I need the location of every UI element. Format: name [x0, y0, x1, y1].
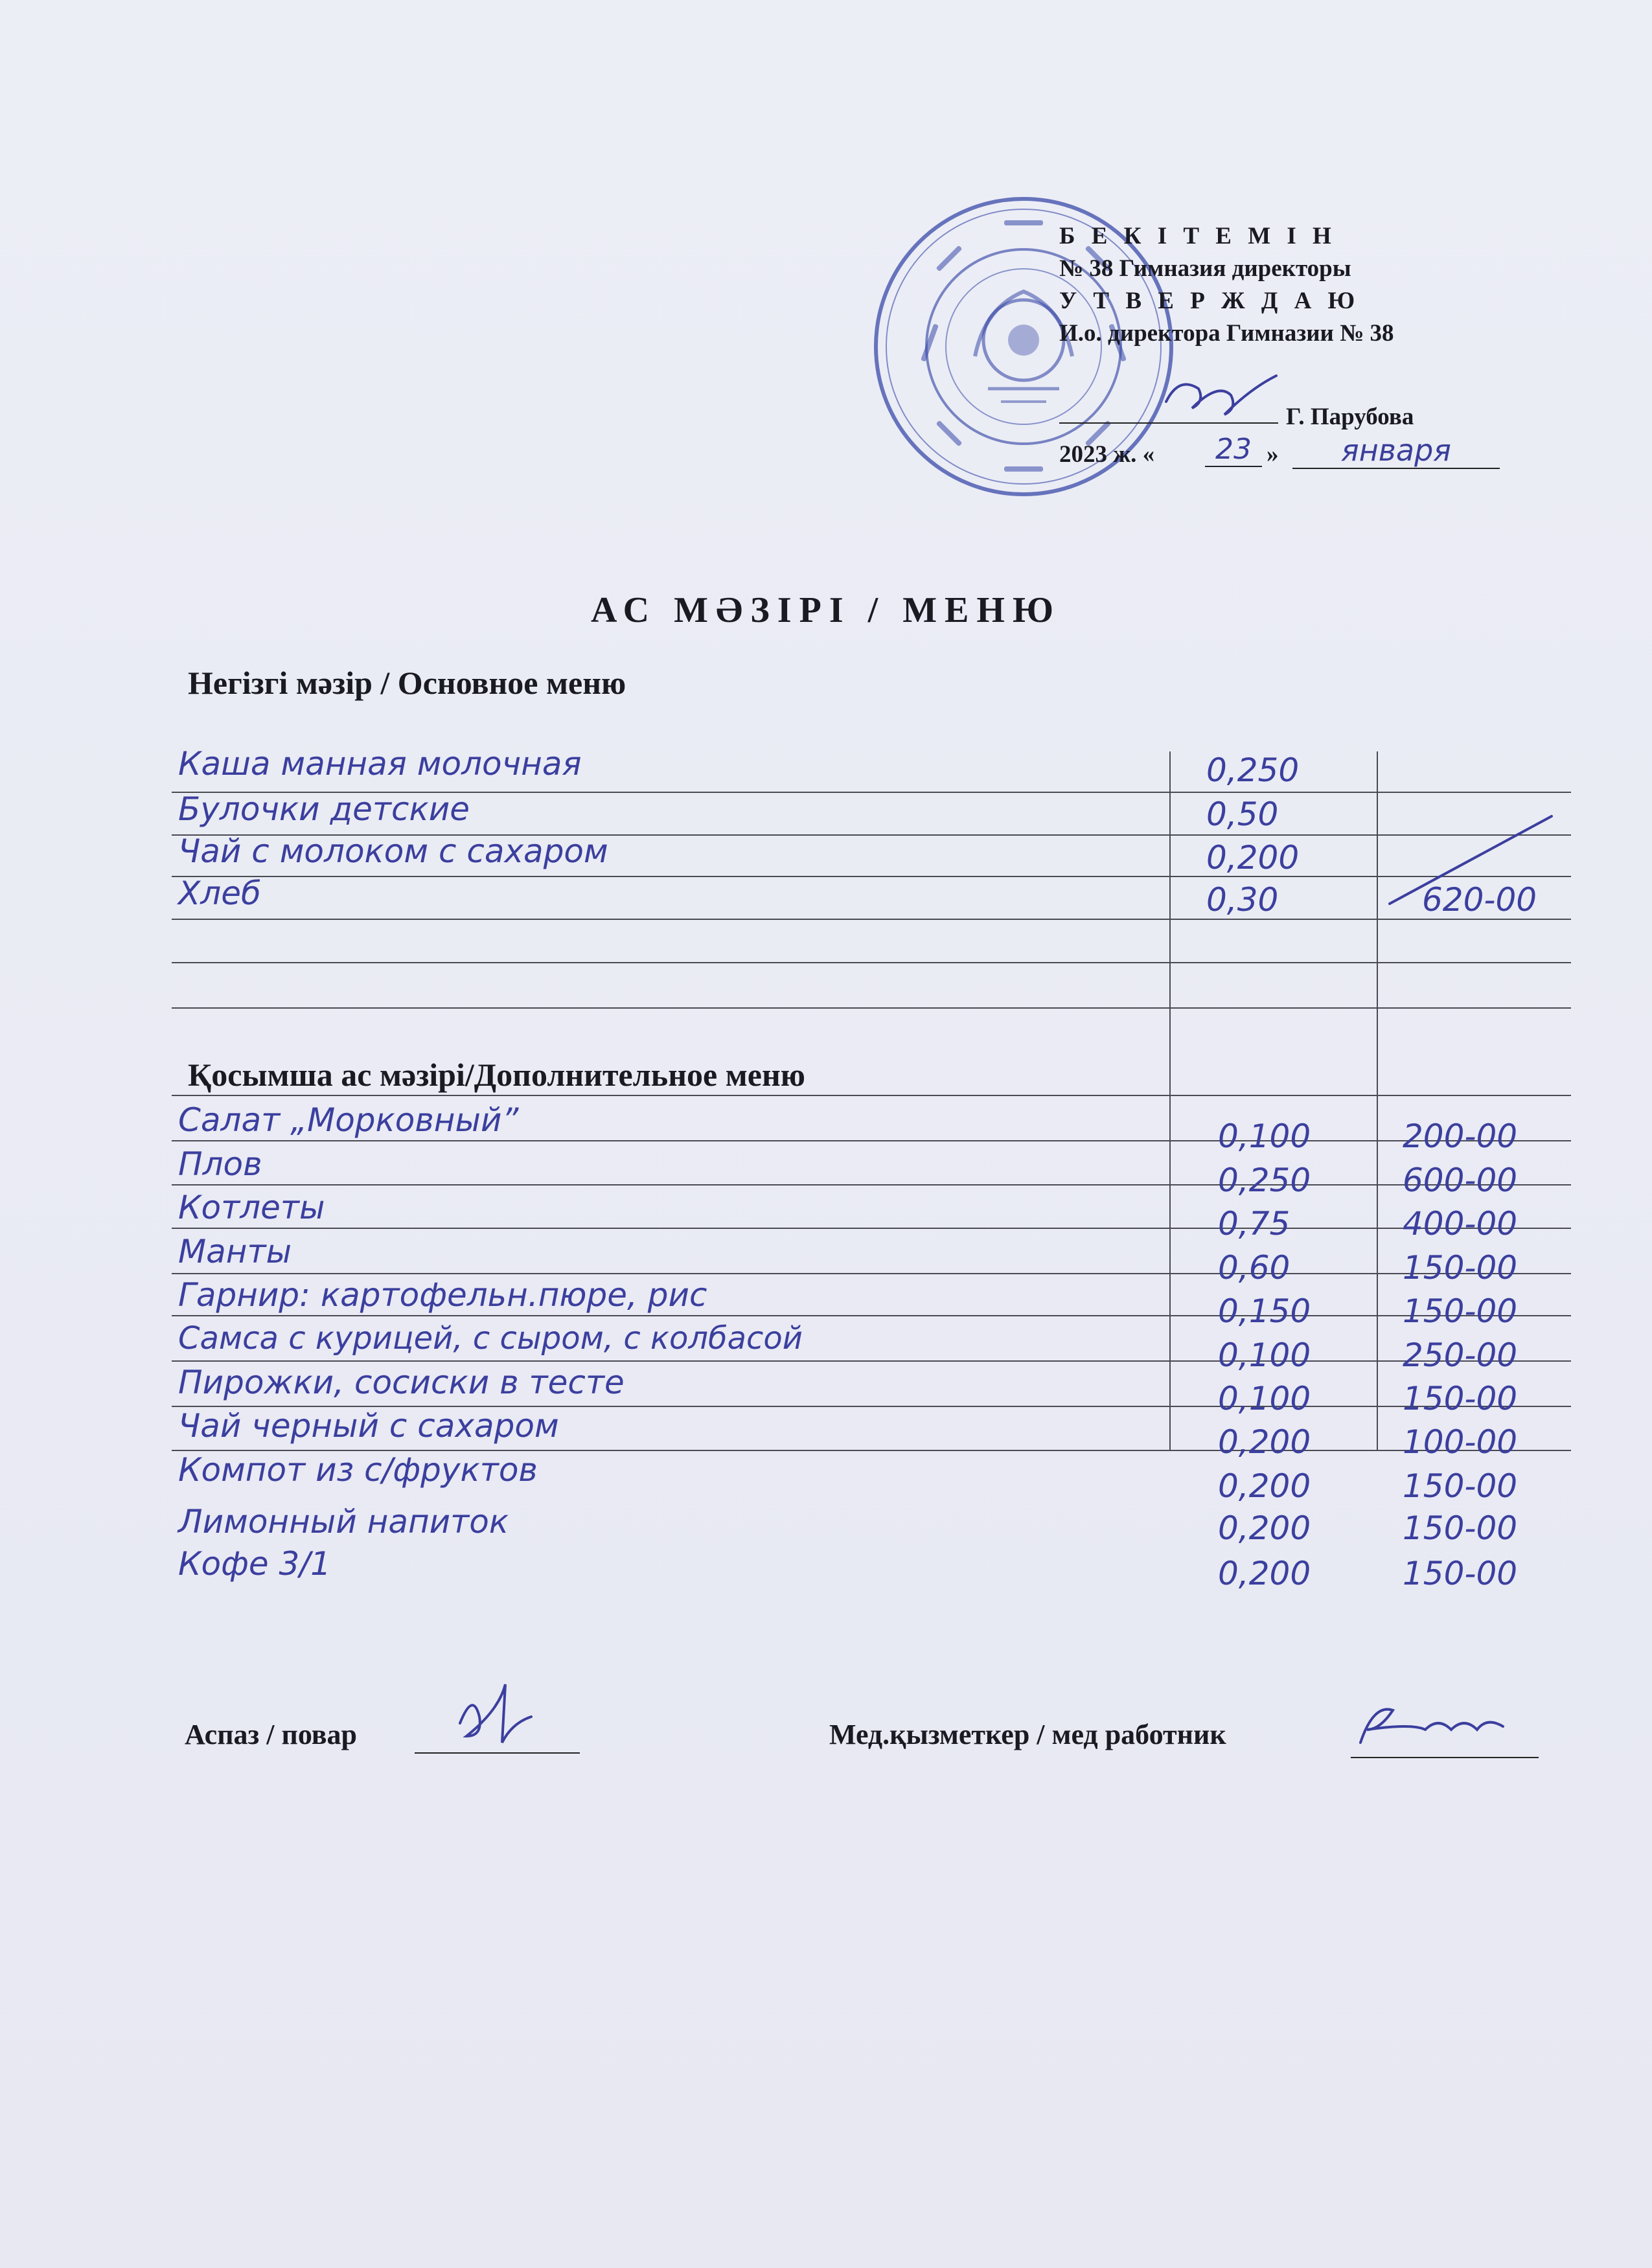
extra-item-name: Плов [178, 1145, 262, 1183]
main-item-name: Чай с молоком с сахаром [178, 832, 608, 870]
table-rule [172, 1360, 1571, 1362]
main-item-weight: 0,200 [1206, 839, 1300, 876]
extra-item-price: 150-00 [1403, 1380, 1518, 1417]
table-column-divider [1169, 751, 1171, 1450]
approval-line-approve-kz: Б Е К І Т Е М І Н [1059, 223, 1337, 249]
table-rule [172, 1140, 1571, 1141]
medic-label: Мед.қызметкер / мед работник [829, 1719, 1226, 1750]
extra-item-weight: 0,250 [1218, 1162, 1311, 1199]
approval-date-month: января [1292, 433, 1500, 469]
extra-item-weight: 0,150 [1218, 1292, 1311, 1330]
director-signature-line [1059, 422, 1278, 424]
approval-line-director-ru: И.о. директора Гимназии № 38 [1059, 320, 1394, 347]
approval-line-director-kz: № 38 Гимназия директоры [1059, 255, 1351, 282]
table-rule [172, 1273, 1571, 1274]
table-rule [172, 1095, 1571, 1096]
extra-item-price: 600-00 [1403, 1162, 1518, 1199]
main-item-weight: 0,50 [1206, 796, 1279, 833]
approval-date-close: » [1267, 441, 1279, 468]
cook-label: Аспаз / повар [185, 1719, 357, 1750]
extra-item-name: Лимонный напиток [178, 1503, 509, 1541]
extra-item-name: Манты [178, 1233, 292, 1270]
approval-block [1059, 220, 1394, 350]
extra-item-price: 200-00 [1403, 1117, 1518, 1155]
main-item-name: Каша манная молочная [178, 745, 582, 783]
extra-item-name: Чай черный с сахаром [178, 1407, 559, 1445]
extra-item-price: 250-00 [1403, 1336, 1518, 1374]
table-rule [172, 1228, 1571, 1229]
extra-item-weight: 0,100 [1218, 1380, 1311, 1417]
extra-item-weight: 0,200 [1218, 1467, 1311, 1505]
extra-item-name: Компот из с/фруктов [178, 1451, 538, 1489]
extra-item-price: 150-00 [1403, 1509, 1518, 1547]
table-rule [172, 919, 1571, 920]
medic-signature-icon [1348, 1691, 1516, 1756]
extra-item-price: 100-00 [1403, 1423, 1518, 1461]
extra-item-name: Кофе 3/1 [178, 1545, 331, 1583]
extra-item-price: 150-00 [1403, 1555, 1518, 1592]
main-menu-heading: Негізгі мәзір / Основное меню [188, 665, 626, 701]
extra-item-name: Котлеты [178, 1189, 325, 1226]
extra-item-name: Самса с курицей, с сыром, с колбасой [178, 1320, 803, 1357]
extra-item-price: 400-00 [1403, 1205, 1518, 1243]
table-rule [172, 1007, 1571, 1009]
main-item-name: Хлеб [178, 875, 261, 912]
extra-item-weight: 0,100 [1218, 1336, 1311, 1374]
extra-item-weight: 0,60 [1218, 1249, 1291, 1287]
approval-date-day: 23 [1205, 433, 1262, 467]
extra-menu-heading: Қосымша ас мәзірі/Дополнительное меню [188, 1057, 806, 1093]
main-total-price: 620-00 [1422, 881, 1537, 919]
extra-item-name: Пирожки, сосиски в тесте [178, 1364, 625, 1401]
page-title: АС МӘЗІРІ / МЕНЮ [590, 590, 1062, 630]
extra-item-price: 150-00 [1403, 1292, 1518, 1330]
approval-date-prefix: 2023 ж. « [1059, 441, 1155, 468]
extra-item-name: Салат „Морковный” [178, 1101, 519, 1139]
extra-item-weight: 0,75 [1218, 1205, 1291, 1243]
extra-item-name: Гарнир: картофельн.пюре, рис [178, 1276, 707, 1314]
main-item-weight: 0,30 [1206, 881, 1279, 919]
table-rule [172, 1184, 1571, 1186]
approval-line-approve-ru: У Т В Е Р Ж Д А Ю [1059, 288, 1360, 314]
extra-item-weight: 0,200 [1218, 1509, 1311, 1547]
table-rule [172, 962, 1571, 963]
table-rule [172, 876, 1571, 877]
medic-signature-line [1351, 1757, 1539, 1758]
extra-item-weight: 0,200 [1218, 1423, 1311, 1461]
extra-item-price: 150-00 [1403, 1249, 1518, 1287]
cook-signature-icon [441, 1671, 551, 1756]
extra-item-weight: 0,200 [1218, 1555, 1311, 1592]
main-item-weight: 0,250 [1206, 751, 1300, 789]
table-rule [172, 1315, 1571, 1316]
extra-item-price: 150-00 [1403, 1467, 1518, 1505]
director-name: Г. Парубова [1286, 404, 1414, 430]
main-item-name: Булочки детские [178, 790, 470, 828]
extra-item-weight: 0,100 [1218, 1117, 1311, 1155]
